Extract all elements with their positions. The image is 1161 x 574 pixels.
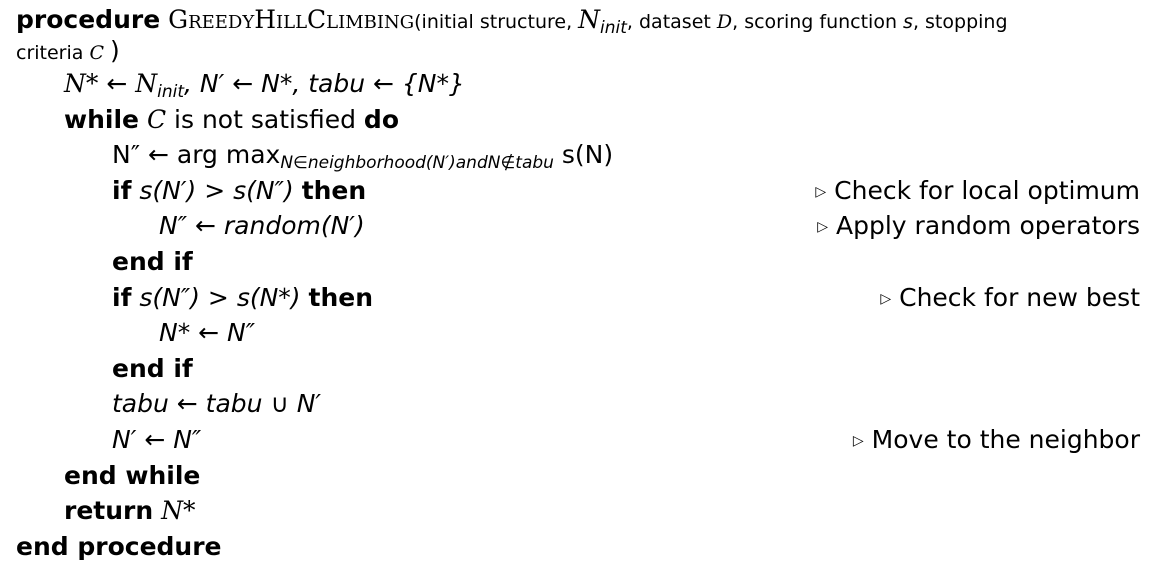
symbol-c-while: C bbox=[146, 104, 167, 134]
end-if-line-1 bbox=[16, 244, 1140, 280]
tabu-assign: tabu ← tabu ∪ N′ bbox=[112, 389, 322, 419]
triangle-icon: ▷ bbox=[817, 219, 829, 236]
keyword-then-1: then bbox=[301, 175, 367, 205]
keyword-end-if-1: end if bbox=[112, 246, 193, 276]
tabu-line bbox=[16, 386, 1140, 422]
params-part3: , scoring function bbox=[732, 11, 904, 33]
symbol-s: s bbox=[903, 11, 913, 33]
argmax-line bbox=[16, 137, 1140, 173]
algorithm-block bbox=[16, 4, 1140, 564]
if-local-line bbox=[16, 173, 1140, 209]
keyword-if-1: if bbox=[112, 175, 132, 205]
comment-new-best: ▷ Check for new best bbox=[880, 282, 1140, 312]
symbol-n: N bbox=[578, 5, 601, 34]
keyword-return: return bbox=[64, 496, 154, 526]
if2-cond: s(N″) > s(N*) bbox=[139, 282, 301, 312]
keyword-end-procedure: end procedure bbox=[16, 531, 222, 561]
triangle-icon: ▷ bbox=[815, 183, 827, 200]
while-line bbox=[16, 102, 1140, 138]
triangle-icon: ▷ bbox=[880, 290, 892, 307]
procedure-header bbox=[16, 4, 1140, 36]
end-while-line bbox=[16, 458, 1140, 494]
params-line2: criteria bbox=[16, 42, 90, 64]
init-line: N* ← $N_{init}$, N′ ← N*, tabu ← {N*} bbox=[64, 69, 465, 102]
close-paren: ) bbox=[110, 36, 120, 65]
comment-move: ▷ Move to the neighbor bbox=[852, 424, 1140, 454]
end-procedure-line bbox=[16, 529, 1140, 565]
while-cond: is not satisfied bbox=[174, 104, 356, 134]
keyword-then-2: then bbox=[308, 282, 374, 312]
symbol-c: C bbox=[89, 42, 104, 64]
symbol-d: D bbox=[716, 11, 733, 33]
keyword-procedure: procedure bbox=[16, 5, 161, 34]
procedure-name: GreedyHillClimbing bbox=[168, 5, 415, 34]
argmax-rhs: s(N) bbox=[561, 140, 614, 170]
move-line bbox=[16, 422, 1140, 458]
symbol-n-star: N* bbox=[64, 69, 99, 98]
best-assign-line bbox=[16, 315, 1140, 351]
comment-local-optimum: ▷ Check for local optimum bbox=[815, 175, 1140, 205]
comment-random-ops: ▷ Apply random operators bbox=[817, 211, 1140, 241]
return-val: N* bbox=[161, 496, 196, 526]
random-line bbox=[16, 208, 1140, 244]
params-part2: , dataset bbox=[626, 11, 717, 33]
keyword-if-2: if bbox=[112, 282, 132, 312]
random-assign: N″ ← random(N′) bbox=[159, 211, 365, 241]
subscript-init: init bbox=[600, 18, 627, 38]
triangle-icon: ▷ bbox=[852, 432, 864, 449]
if1-cond: s(N′) > s(N″) bbox=[139, 175, 294, 205]
params-part1: (initial structure, bbox=[414, 11, 579, 33]
procedure-header-cont bbox=[16, 36, 1140, 66]
keyword-end-while: end while bbox=[64, 460, 201, 490]
subscript-init-2: init bbox=[157, 82, 184, 102]
move-assign: N′ ← N″ bbox=[112, 424, 202, 454]
init-assign: , N′ ← N*, tabu ← {N*} bbox=[184, 69, 465, 98]
keyword-do: do bbox=[363, 104, 399, 134]
argmax-lhs: N″ ← arg max bbox=[112, 140, 281, 170]
keyword-end-if-2: end if bbox=[112, 353, 193, 383]
return-line bbox=[16, 493, 1140, 529]
end-if-line-2 bbox=[16, 351, 1140, 387]
params-part4: , stopping bbox=[912, 11, 1008, 33]
best-assign: N* ← N″ bbox=[159, 318, 256, 348]
argmax-sub: N∈neighborhood(N′)andN∉tabu bbox=[280, 153, 554, 174]
keyword-while: while bbox=[64, 104, 139, 134]
if-best-line bbox=[16, 280, 1140, 316]
